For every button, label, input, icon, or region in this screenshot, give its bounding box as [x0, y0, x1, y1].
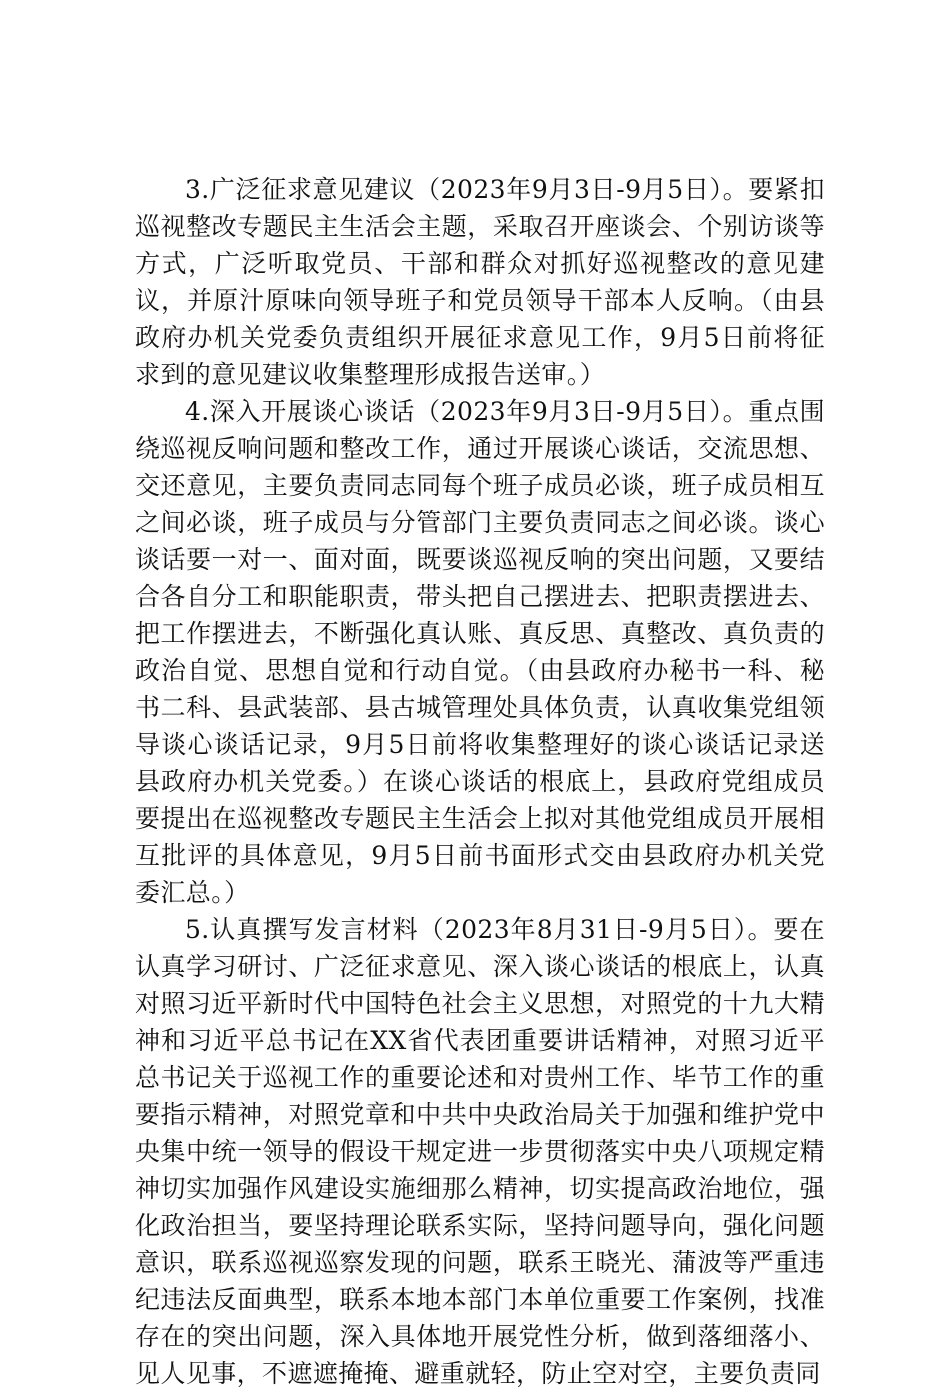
- document-body: [135, 171, 825, 1392]
- paragraph-item-3: 3.广泛征求意见建议（2023年9月3日-9月5日）。要紧扣巡视整改专题民主生活会主题，采取召开座谈会、个别访谈等方式，广泛听取党员、干部和群众对抓好巡视整改的意见建议，并原汁原味向领导班子和党员领导干部本人反响。（由县政府办机关党委负责组织开展征求意见工作，9月5日前将征求到的意见建议收集整理形成报告送审。）: [135, 175, 825, 389]
- paragraph-item-4: 4.深入开展谈心谈话（2023年9月3日-9月5日）。重点围绕巡视反响问题和整改工作，通过开展谈心谈话，交流思想、交还意见，主要负责同志同每个班子成员必谈，班子成员相互之间必谈，班子成员与分管部门主要负责同志之间必谈。谈心谈话要一对一、面对面，既要谈巡视反响的突出问题，又要结合各自分工和职能职责，带头把自己摆进去、把职责摆进去、把工作摆进去，不断强化真认账、真反思、真整改、真负责的政治自觉、思想自觉和行动自觉。（由县政府办秘书一科、秘书二科、县武装部、县古城管理处具体负责，认真收集党组领导谈心谈话记录，9月5日前将收集整理好的谈心谈话记录送县政府办机关党委。）在谈心谈话的根底上，县政府党组成员要提出在巡视整改专题民主生活会上拟对其他党组成员开展相互批评的具体意见，9月5日前书面形式交由县政府办机关党委汇总。）: [135, 397, 825, 907]
- paragraph-item-5: 5.认真撰写发言材料（2023年8月31日-9月5日）。要在认真学习研讨、广泛征求意见、深入谈心谈话的根底上，认真对照习近平新时代中国特色社会主义思想，对照党的十九大精神和习近平总书记在XX省代表团重要讲话精神，对照习近平总书记关于巡视工作的重要论述和对贵州工作、毕节工作的重要指示精神，对照党章和中共中央政治局关于加强和维护党中央集中统一领导的假设干规定进一步贯彻落实中央八项规定精神切实加强作风建设实施细那么精神，切实提高政治地位，强化政治担当，要坚持理论联系实际，坚持问题导向，强化问题意识，联系巡视巡察发现的问题，联系王晓光、蒲波等严重违纪违法反面典型，联系本地本部门本单位重要工作案例，找准存在的突出问题，深入具体地开展党性分析，做到落细落小、见人见事，不遮遮掩掩、避重就轻，防止空对空，主要负责同: [135, 915, 825, 1388]
